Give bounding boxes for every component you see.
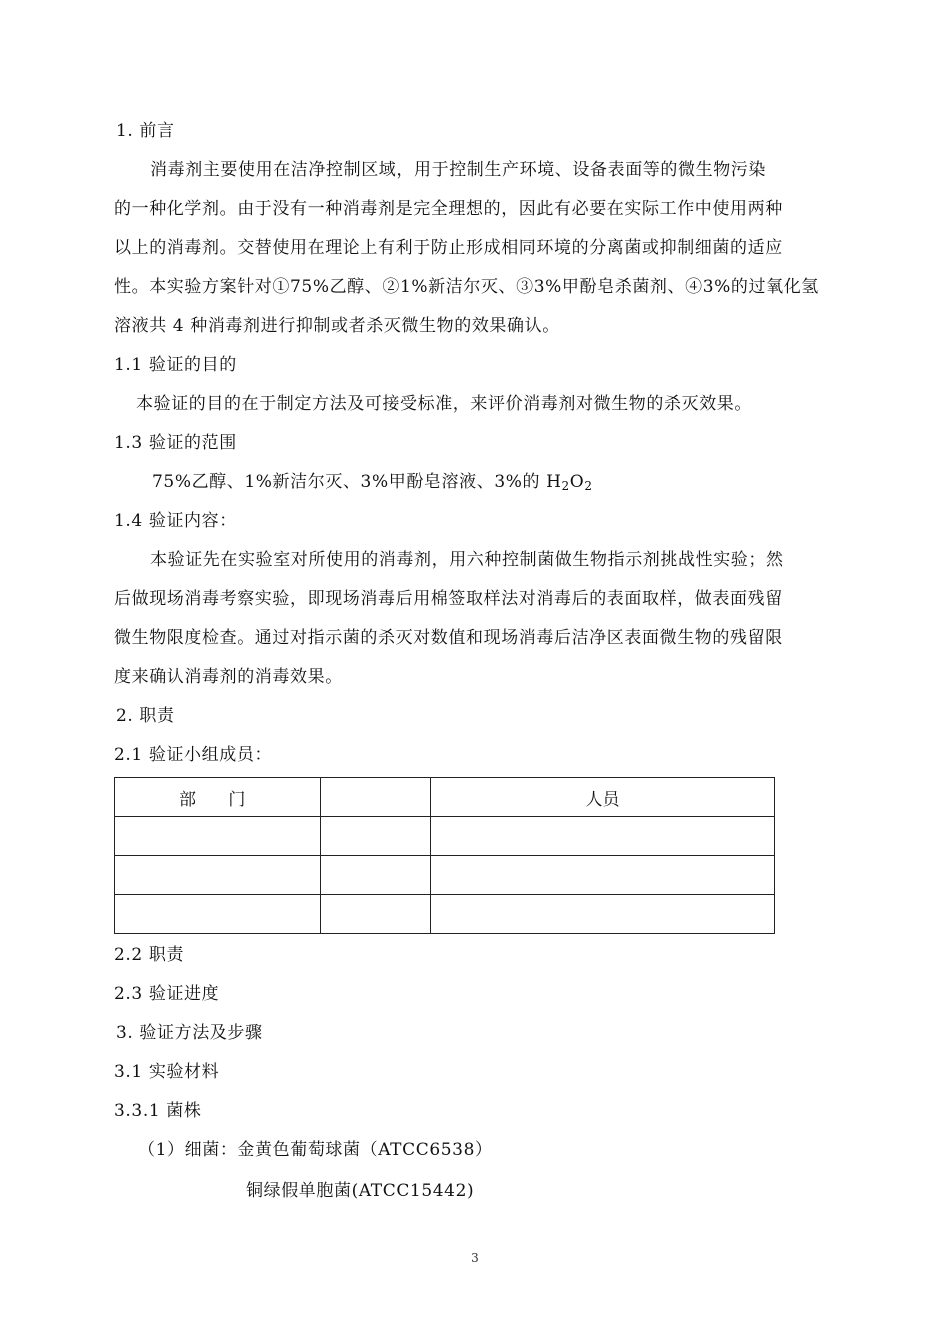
scope-line	[152, 471, 593, 493]
table-row	[115, 817, 775, 856]
table-header-cell: 人员	[431, 778, 775, 817]
paragraph-line: 以上的消毒剂。交替使用在理论上有利于防止形成相同环境的分离菌或抑制细菌的适应	[114, 238, 783, 258]
table-cell	[431, 895, 775, 934]
heading-methods: 3. 验证方法及步骤	[116, 1023, 263, 1043]
paragraph-line: 消毒剂主要使用在洁净控制区域，用于控制生产环境、设备表面等的微生物污染	[150, 160, 766, 180]
table-cell	[115, 817, 321, 856]
table-cell	[115, 895, 321, 934]
strain-line: （1）细菌：金黄色葡萄球菌（ATCC6538）	[138, 1140, 493, 1160]
heading-schedule: 2.3 验证进度	[114, 984, 220, 1004]
heading-purpose: 1.1 验证的目的	[114, 355, 237, 375]
table-cell	[321, 856, 431, 895]
heading-preface: 1. 前言	[116, 121, 175, 141]
table-header-cell	[321, 778, 431, 817]
scope-text: 75%乙醇、1%新洁尔灭、3%甲酚皂溶液、3%的 H	[152, 472, 562, 492]
heading-scope: 1.3 验证的范围	[114, 433, 237, 453]
table-header-cell: 部 门	[115, 778, 321, 817]
page-number: 3	[471, 1251, 479, 1265]
table-cell	[431, 856, 775, 895]
heading-duties: 2.2 职责	[114, 945, 185, 965]
heading-content: 1.4 验证内容：	[114, 511, 237, 531]
table-cell	[115, 856, 321, 895]
table-header-row	[115, 778, 775, 817]
scope-subscript: 2	[561, 479, 570, 493]
heading-team-members: 2.1 验证小组成员：	[114, 745, 273, 765]
table-row	[115, 895, 775, 934]
scope-subscript: 2	[584, 479, 593, 493]
table-cell	[431, 817, 775, 856]
paragraph-line: 后做现场消毒考察实验，即现场消毒后用棉签取样法对消毒后的表面取样，做表面残留	[114, 589, 783, 609]
team-members-table	[114, 777, 775, 934]
paragraph-line: 本验证的目的在于制定方法及可接受标准，来评价消毒剂对微生物的杀灭效果。	[136, 394, 752, 414]
paragraph-line: 的一种化学剂。由于没有一种消毒剂是完全理想的，因此有必要在实际工作中使用两种	[114, 199, 783, 219]
paragraph-line: 本验证先在实验室对所使用的消毒剂，用六种控制菌做生物指示剂挑战性实验；然	[150, 550, 784, 570]
heading-strains: 3.3.1 菌株	[114, 1101, 202, 1121]
paragraph-line: 性。本实验方案针对①75%乙醇、②1%新洁尔灭、③3%甲酚皂杀菌剂、④3%的过氧化氢	[114, 277, 819, 297]
table-row	[115, 856, 775, 895]
table-cell	[321, 895, 431, 934]
paragraph-line: 度来确认消毒剂的消毒效果。	[114, 667, 343, 687]
heading-materials: 3.1 实验材料	[114, 1062, 220, 1082]
strain-line: 铜绿假单胞菌(ATCC15442)	[246, 1181, 475, 1201]
scope-text: O	[569, 472, 585, 492]
paragraph-line: 溶液共 4 种消毒剂进行抑制或者杀灭微生物的效果确认。	[114, 316, 560, 336]
heading-responsibilities: 2. 职责	[116, 706, 175, 726]
table-cell	[321, 817, 431, 856]
paragraph-line: 微生物限度检查。通过对指示菌的杀灭对数值和现场消毒后洁净区表面微生物的残留限	[114, 628, 783, 648]
